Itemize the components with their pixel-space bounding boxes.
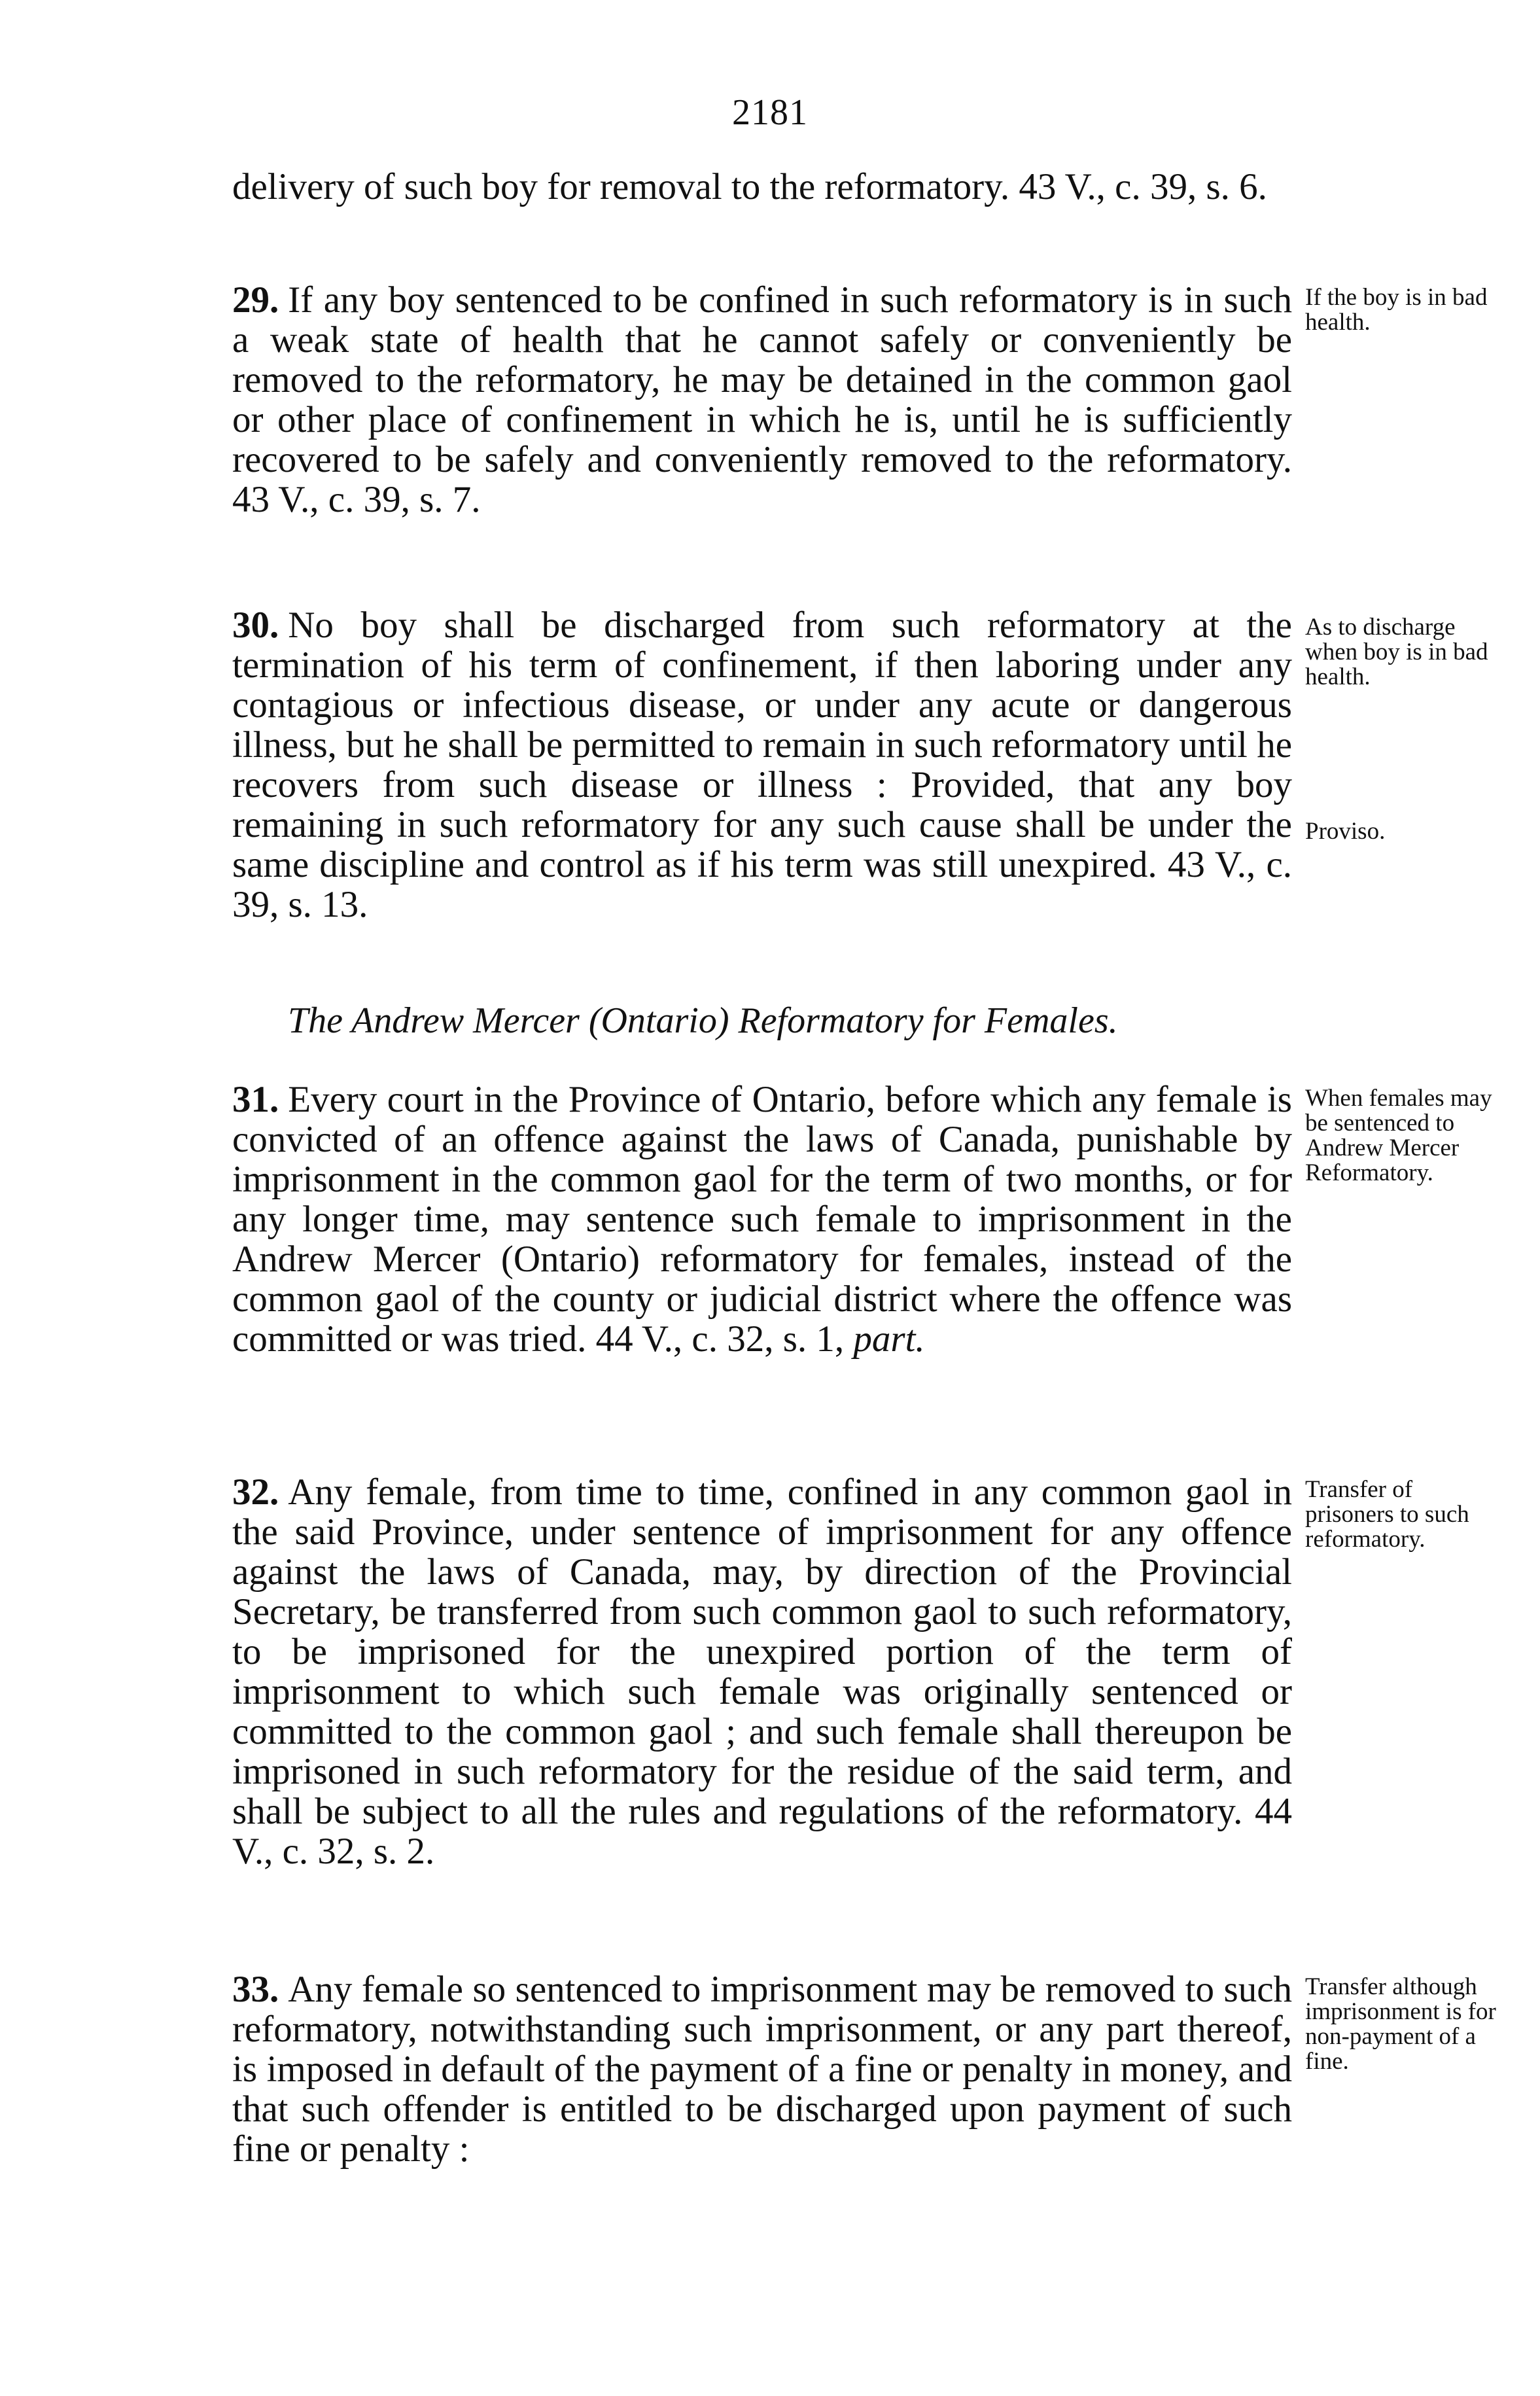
section-31-part: part. xyxy=(853,1318,925,1360)
section-30 xyxy=(232,605,1292,925)
margin-note-32: Transfer of prisoners to such reformatory. xyxy=(1305,1476,1469,1553)
margin-note-30-proviso: Proviso. xyxy=(1305,818,1386,845)
margin-note-29: If the boy is in bad health. xyxy=(1305,284,1488,336)
section-31-paragraph xyxy=(232,1080,1292,1359)
section-heading: The Andrew Mercer (Ontario) Reformatory for Females. xyxy=(288,1000,1118,1041)
continuation-text: delivery of such boy for removal to the reformatory. 43 V., c. 39, s. 6. xyxy=(232,166,1267,207)
section-31-text: Every court in the Province of Ontario, before which any female is convicted of an offence against the laws of Canada, punishable by imprisonment in the common gaol for the term of two months, or for any longer time, may sentence such female to imprisonment in the Andrew Mercer (Ontario) reformatory for females, instead of the common gaol of the county or judicial district where the offence was committed or was tried. 44 V., c. 32, s. 1, xyxy=(232,1079,1292,1360)
section-32-text: Any female, from time to time, confined in any common gaol in the said Province, under sentence of imprisonment for any offence against the laws of Canada, may, by direction of the Provincial Secretary, be transferred from such common gaol to such reformatory, to be imprisoned for the unexpired portion of the term of imprisonment to which such female was originally sentenced or committed to the common gaol ; and such female shall thereupon be imprisoned in such reformatory for the residue of the said term, and shall be subject to all the rules and regulations of the reformatory. 44 V., c. 32, s. 2. xyxy=(232,1471,1292,1872)
section-32-number: 32. xyxy=(232,1471,279,1513)
section-29-text: If any boy sentenced to be confined in such reformatory is in such a weak state of health that he cannot safely or conveniently be removed to the reformatory, he may be detained in the common gaol or other place of confinement in which he is, until he is sufficiently recovered to be safely and conveniently removed to the reformatory. 43 V., c. 39, s. 7. xyxy=(232,279,1292,520)
section-30-text: No boy shall be discharged from such reformatory at the termination of his term of confinement, if then laboring under any contagious or infectious disease, or under any acute or dangerous illness, but he shall be permitted to remain in such reformatory until he recovers from such disease or illness : Provided, that any boy remaining in such reformatory for any such cause shall be under the same discipline and control as if his term was still unexpired. 43 V., c. 39, s. 13. xyxy=(232,605,1292,925)
section-29-number: 29. xyxy=(232,279,279,321)
section-31-number: 31. xyxy=(232,1079,279,1120)
section-29 xyxy=(232,280,1292,520)
section-30-paragraph xyxy=(232,605,1292,925)
continuation-paragraph xyxy=(232,167,1292,207)
margin-note-31: When females may be sentenced to Andrew Mercer Reformatory. xyxy=(1305,1085,1492,1186)
section-29-paragraph xyxy=(232,280,1292,520)
section-32-paragraph xyxy=(232,1472,1292,1871)
page-number: 2181 xyxy=(732,92,808,133)
section-30-number: 30. xyxy=(232,605,279,646)
margin-note-30: As to discharge when boy is in bad health. xyxy=(1305,614,1488,690)
section-33 xyxy=(232,1969,1292,2169)
section-32 xyxy=(232,1472,1292,1871)
section-33-paragraph xyxy=(232,1969,1292,2169)
section-31 xyxy=(232,1080,1292,1359)
margin-note-33: Transfer although imprisonment is for non-payment of a fine. xyxy=(1305,1973,1496,2075)
section-33-number: 33. xyxy=(232,1969,279,2010)
section-33-text: Any female so sentenced to imprisonment may be removed to such reformatory, notwithstanding such imprisonment, or any part thereof, is imposed in default of the payment of a fine or penalty in money, and that such offender is entitled to be discharged upon payment of such fine or penalty : xyxy=(232,1969,1292,2170)
